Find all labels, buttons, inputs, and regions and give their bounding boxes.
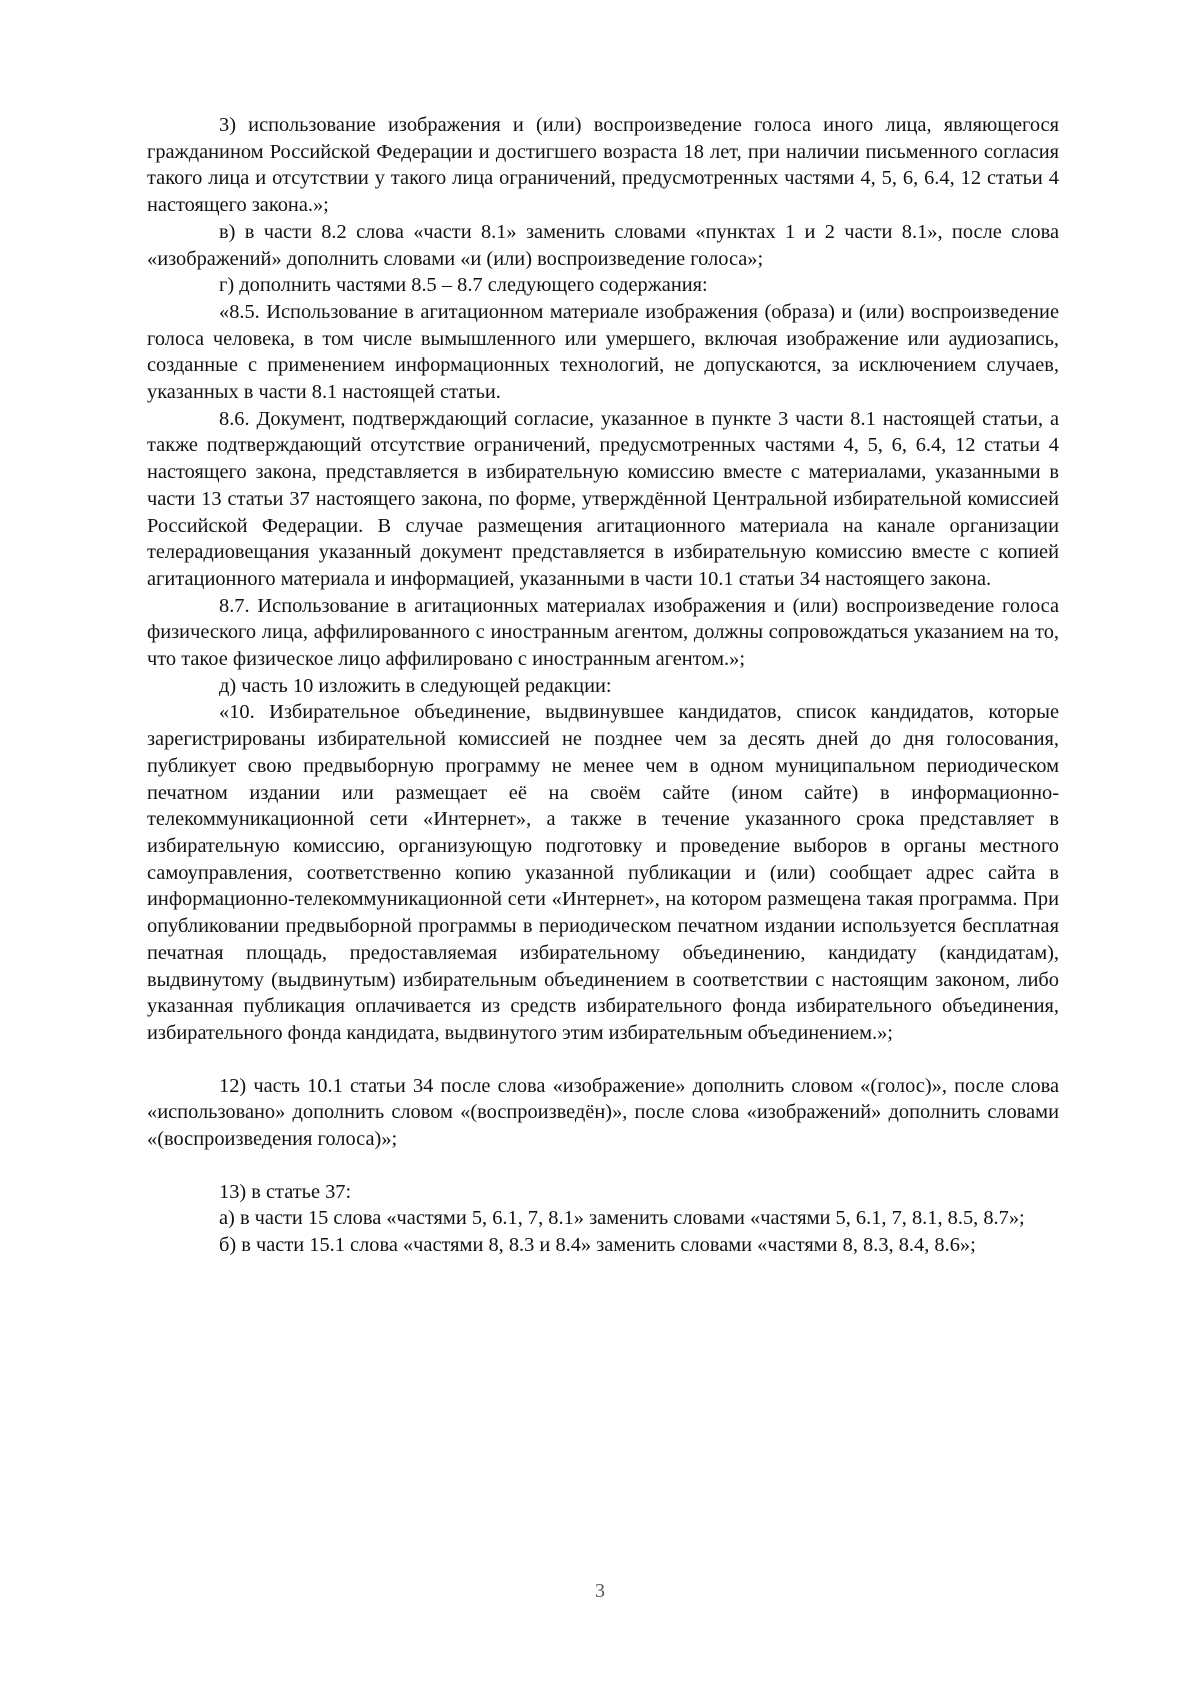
paragraph-item-12: 12) часть 10.1 статьи 34 после слова «изображение» дополнить словом «(голос)», после слова «использовано» дополнить словом «(воспроизведён)», после слова «изображений» дополнить словами «(воспроизведения голоса)»; (147, 1074, 1059, 1151)
paragraph-part-10-text: «10. Избирательное объединение, выдвинувшее кандидатов, список кандидатов, которые зарегистрированы избирательной комиссией не позднее чем за десять дней до дня голосования, публикует свою предвыборную программу не менее чем в одном муниципальном периодическом печатном издании или размещает её на своём сайте (ином сайте) в информационно-телекоммуникационной сети «Интернет», а также в течение указанного срока представляет в избирательную комиссию, организующую подготовку и проведение выборов в органы местного самоуправления, соответственно копию указанной публикации и (или) сообщает адрес сайта в информационно-телекоммуникационной сети «Интернет», на котором размещена такая программа. При опубликовании предвыборной программы в периодическом печатном издании используется бесплатная печатная площадь, предоставляемая избирательному объединению, кандидату (кандидатам), выдвинутому (выдвинутым) избирательным объединением в соответствии с настоящим законом, либо указанная публикация оплачивается из средств избирательного фонда избирательного объединения, избирательного фонда кандидата, выдвинутого этим избирательным объединением.»; (147, 701, 1059, 1044)
paragraph-a-part-15: а) в части 15 слова «частями 5, 6.1, 7, 8.1» заменить словами «частями 5, 6.1, 7, 8.1, 8.5, 8.7»; (219, 1207, 1025, 1230)
document-body (147, 112, 1059, 1259)
paragraph-item-13: 13) в статье 37: (219, 1180, 352, 1203)
paragraph-v-part-8-2: в) в части 8.2 слова «части 8.1» заменить словами «пунктах 1 и 2 части 8.1», после слова «изображений» дополнить словами «и (или) воспроизведение голоса»; (147, 220, 1059, 270)
paragraph-part-8-6: 8.6. Документ, подтверждающий согласие, указанное в пункте 3 части 8.1 настоящей статьи, а также подтверждающий отсутствие ограничений, предусмотренных частями 4, 5, 6, 6.4, 12 статьи 4 настоящего закона, представляется в избирательную комиссию вместе с материалами, указанными в части 13 статьи 37 настоящего закона, по форме, утверждённой Центральной избирательной комиссией Российской Федерации. В случае размещения агитационного материала на канале организации телерадиовещания указанный документ представляется в избирательную комиссию вместе с копией агитационного материала и информацией, указанными в части 10.1 статьи 34 настоящего закона. (147, 407, 1059, 590)
paragraph-part-8-5: «8.5. Использование в агитационном материале изображения (образа) и (или) воспроизведение голоса человека, в том числе вымышленного или умершего, включая изображение или аудиозапись, созданные с применением информационных технологий, не допускаются, за исключением случаев, указанных в части 8.1 настоящей статьи. (147, 300, 1059, 404)
paragraph-b-part-15-1: б) в части 15.1 слова «частями 8, 8.3 и 8.4» заменить словами «частями 8, 8.3, 8.4, 8.6»; (219, 1234, 976, 1257)
paragraph-item-3-text: 3) использование изображения и (или) воспроизведение голоса иного лица, являющегося гражданином Российской Федерации и достигшего возраста 18 лет, при наличии письменного согласия такого лица и отсутствии у такого лица ограничений, предусмотренных частями 4, 5, 6, 6.4, 12 статьи 4 настоящего закона.»; (147, 114, 1059, 217)
page-number: 3 (595, 1580, 605, 1602)
paragraph-g-add-parts: г) дополнить частями 8.5 – 8.7 следующего содержания: (219, 274, 708, 297)
paragraph-part-8-7: 8.7. Использование в агитационных материалах изображения и (или) воспроизведение голоса физического лица, аффилированного с иностранным агентом, должны сопровождаться указанием на то, что такое физическое лицо аффилировано с иностранным агентом.»; (147, 594, 1059, 671)
paragraph-d-part-10: д) часть 10 изложить в следующей редакции: (219, 674, 612, 697)
